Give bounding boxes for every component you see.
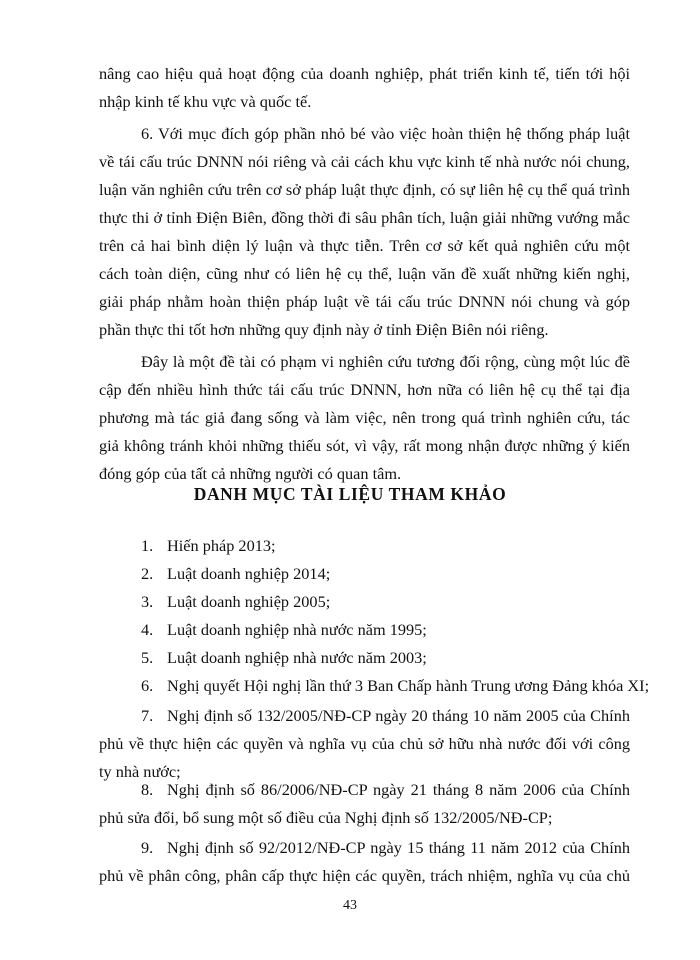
body-line: giả không tránh khỏi những thiếu sót, vì vậy, rất mong nhận được những ý kiến	[99, 436, 630, 455]
body-line: luận văn nghiên cứu trên cơ sở pháp luật thực định, có sự liên hệ cụ thể quá trình	[99, 180, 630, 199]
reference-number: 3.	[141, 592, 154, 611]
reference-item	[141, 592, 330, 612]
reference-number: 4.	[141, 620, 154, 639]
references-heading: DANH MỤC TÀI LIỆU THAM KHẢO	[193, 484, 507, 504]
page-number: 43	[343, 898, 357, 913]
body-line: Đây là một đề tài có phạm vi nghiên cứu tương đối rộng, cùng một lúc đề	[141, 352, 630, 371]
reference-number: 8.	[141, 780, 154, 799]
reference-text: Nghị định số 92/2012/NĐ-CP ngày 15 tháng 11 năm 2012 của Chính	[167, 838, 630, 857]
reference-item	[141, 780, 630, 800]
reference-text: Nghị quyết Hội nghị lần thứ 3 Ban Chấp hành Trung ương Đảng khóa XI;	[167, 676, 650, 695]
reference-number: 2.	[141, 564, 154, 583]
body-line: phần thực thi tốt hơn những quy định này ở tỉnh Điện Biên nói riêng.	[99, 320, 549, 339]
reference-continuation: phủ về phân công, phân cấp thực hiện các quyền, trách nhiệm, nghĩa vụ của chủ	[99, 866, 630, 885]
body-line: nhập kinh tế khu vực và quốc tế.	[99, 92, 312, 111]
body-line: trên cả hai bình diện lý luận và thực tiễn. Trên cơ sở kết quả nghiên cứu một	[99, 236, 630, 255]
reference-continuation: phủ về thực hiện các quyền và nghĩa vụ của chủ sở hữu nhà nước đối với công	[99, 734, 630, 753]
reference-number: 6.	[141, 676, 154, 695]
reference-item	[141, 706, 630, 726]
body-line: về tái cấu trúc DNNN nói riêng và cải cách khu vực kinh tế nhà nước nói chung,	[99, 152, 630, 171]
reference-text: Luật doanh nghiệp nhà nước năm 2003;	[167, 648, 427, 667]
body-line: phương mà tác giả đang sống và làm việc, nên trong quá trình nghiên cứu, tác	[99, 408, 630, 427]
body-line: nâng cao hiệu quả hoạt động của doanh nghiệp, phát triển kinh tế, tiến tới hội	[99, 64, 630, 83]
reference-item	[141, 564, 330, 584]
body-line: cách toàn diện, cũng như có liên hệ cụ thể, luận văn đề xuất những kiến nghị,	[99, 264, 630, 283]
reference-number: 5.	[141, 648, 154, 667]
body-line: giải pháp nhằm hoàn thiện pháp luật về tái cấu trúc DNNN nói chung và góp	[99, 292, 630, 311]
body-line: thực thi ở tỉnh Điện Biên, đồng thời đi sâu phân tích, luận giải những vướng mắc	[99, 208, 630, 227]
reference-continuation: ty nhà nước;	[99, 762, 181, 781]
reference-item	[141, 838, 630, 858]
reference-text: Luật doanh nghiệp 2005;	[167, 592, 331, 611]
reference-number: 9.	[141, 838, 154, 857]
reference-number: 1.	[141, 536, 154, 555]
reference-number: 7.	[141, 706, 154, 725]
reference-text: Luật doanh nghiệp nhà nước năm 1995;	[167, 620, 427, 639]
reference-continuation: phủ sửa đổi, bổ sung một số điều của Nghị định số 132/2005/NĐ-CP;	[99, 808, 553, 827]
reference-item	[141, 536, 276, 556]
body-line: đóng góp của tất cả những người có quan tâm.	[99, 464, 402, 483]
reference-item	[141, 648, 427, 668]
reference-item	[141, 676, 649, 696]
reference-text: Luật doanh nghiệp 2014;	[167, 564, 331, 583]
body-line: cập đến nhiều hình thức tái cấu trúc DNNN, hơn nữa có liên hệ cụ thể tại địa	[99, 380, 630, 399]
reference-text: Nghị định số 132/2005/NĐ-CP ngày 20 tháng 10 năm 2005 của Chính	[167, 706, 630, 725]
reference-item	[141, 620, 427, 640]
body-line: 6. Với mục đích góp phần nhỏ bé vào việc hoàn thiện hệ thống pháp luật	[141, 124, 630, 143]
reference-text: Hiến pháp 2013;	[167, 536, 276, 555]
reference-text: Nghị định số 86/2006/NĐ-CP ngày 21 tháng 8 năm 2006 của Chính	[167, 780, 630, 799]
